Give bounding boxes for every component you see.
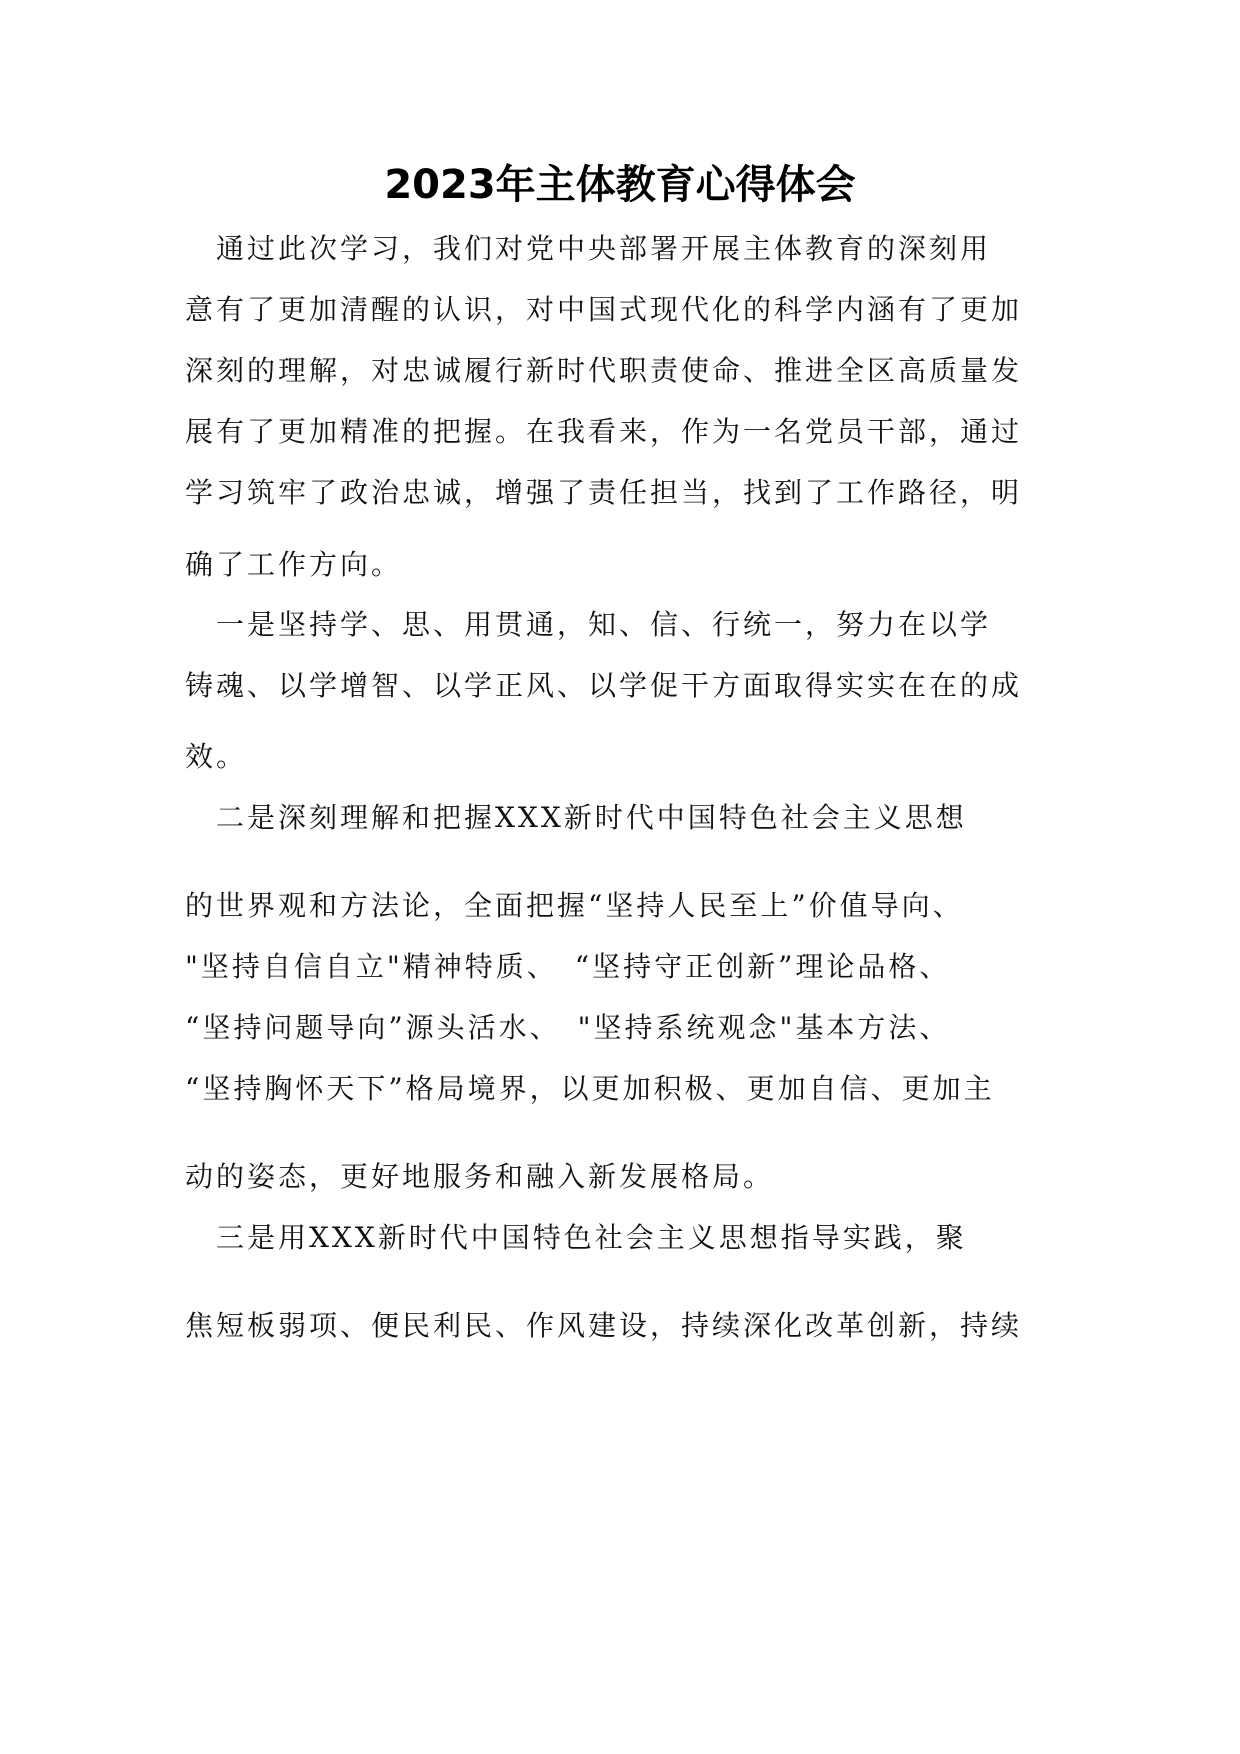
- paragraph-line: “坚持问题导向”源头活水、 "坚持系统观念"基本方法、: [185, 1011, 951, 1044]
- paragraph-line: 效。: [185, 740, 248, 773]
- paragraph-line: "坚持自信自立"精神特质、 “坚持守正创新”理论品格、: [185, 950, 951, 983]
- paragraph-line: 深刻的理解，对忠诚履行新时代职责使命、推进全区高质量发: [185, 354, 1023, 387]
- paragraph-line: 意有了更加清醒的认识，对中国式现代化的科学内涵有了更加: [185, 293, 1023, 326]
- paragraph-line: 展有了更加精准的把握。在我看来，作为一名党员干部，通过: [185, 415, 1023, 448]
- document-title: 2023年主体教育心得体会: [384, 162, 856, 208]
- paragraph-line: 确了工作方向。: [185, 548, 403, 581]
- paragraph-line: 动的姿态，更好地服务和融入新发展格局。: [185, 1160, 775, 1193]
- paragraph-line: 二是深刻理解和把握XXX新时代中国特色社会主义思想: [185, 801, 967, 834]
- paragraph-line: 学习筑牢了政治忠诚，增强了责任担当，找到了工作路径，明: [185, 476, 1023, 509]
- paragraph-line: 通过此次学习，我们对党中央部署开展主体教育的深刻用: [185, 232, 992, 265]
- paragraph-line: 一是坚持学、思、用贯通，知、信、行统一，努力在以学: [185, 608, 992, 641]
- paragraph-line: “坚持胸怀天下”格局境界，以更加积极、更加自信、更加主: [185, 1072, 995, 1105]
- paragraph-line: 三是用XXX新时代中国特色社会主义思想指导实践，聚: [185, 1221, 967, 1254]
- paragraph-line: 焦短板弱项、便民利民、作风建设，持续深化改革创新，持续: [185, 1309, 1023, 1342]
- paragraph-line: 铸魂、以学增智、以学正风、以学促干方面取得实实在在的成: [185, 669, 1023, 702]
- paragraph-line: 的世界观和方法论，全面把握“坚持人民至上”价值导向、: [185, 889, 964, 922]
